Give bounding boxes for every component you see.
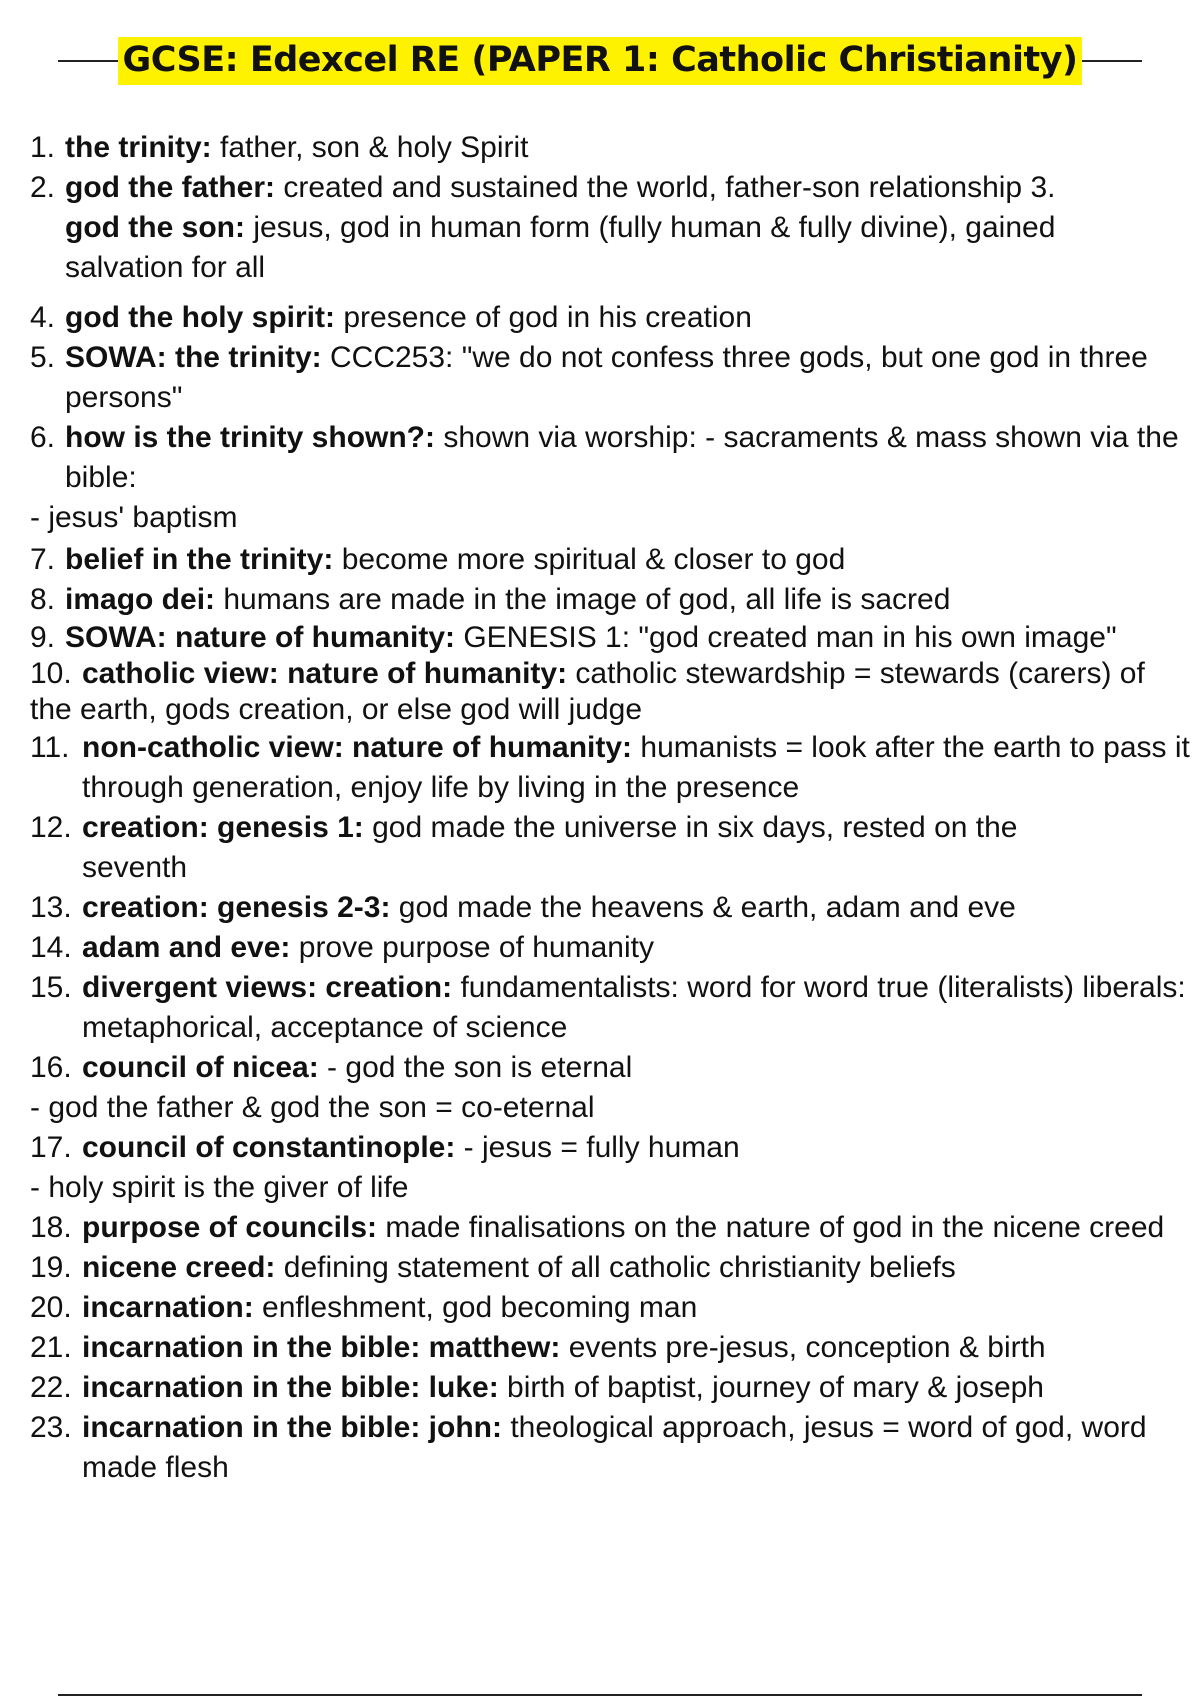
list-item: [30, 1048, 1180, 1088]
bottom-rule: [58, 1694, 1142, 1696]
list-item: [30, 620, 1180, 656]
item-number: 12.: [30, 811, 72, 844]
title-right-rule: [1082, 60, 1142, 62]
item-text: - god the son is eternal: [318, 1051, 633, 1084]
item-text: god made the heavens & earth, adam and eve: [390, 891, 1016, 924]
list-item: [30, 298, 1180, 338]
list-item: [30, 418, 1190, 498]
list-item: [30, 168, 1180, 208]
list-item: [30, 728, 1192, 808]
item-number: 15.: [30, 971, 72, 1004]
item-term: god the holy spirit:: [65, 301, 335, 334]
item-term: god the father:: [65, 171, 275, 204]
item-number: 10.: [30, 657, 72, 690]
list-item: [30, 128, 1180, 168]
item-term: how is the trinity shown?:: [65, 421, 435, 454]
item-text: - holy spirit is the giver of life: [30, 1171, 409, 1204]
item-term: incarnation:: [82, 1291, 254, 1324]
item-number: 14.: [30, 931, 72, 964]
item-number: 17.: [30, 1131, 72, 1164]
item-text: prove purpose of humanity: [290, 931, 654, 964]
item-text: - jesus = fully human: [455, 1131, 740, 1164]
item-number: 1.: [30, 131, 56, 164]
list-item: [30, 1408, 1200, 1488]
item-term: incarnation in the bible: matthew:: [82, 1331, 561, 1364]
item-term: incarnation in the bible: luke:: [82, 1371, 499, 1404]
item-term: catholic view: nature of humanity:: [82, 657, 568, 690]
list-item: [30, 1288, 1180, 1328]
item-text: jesus, god in human form (fully human & fully divine), gained salvation for all: [65, 211, 1056, 284]
item-number: 4.: [30, 301, 56, 334]
item-term: divergent views: creation:: [82, 971, 453, 1004]
item-number: 20.: [30, 1291, 72, 1324]
list-item: [30, 1368, 1180, 1408]
item-term: SOWA: the trinity:: [65, 341, 322, 374]
item-text: made finalisations on the nature of god in the nicene creed: [377, 1211, 1165, 1244]
list-item: [30, 1088, 1180, 1128]
item-number: 21.: [30, 1331, 72, 1364]
item-text: catholic stewardship = stewards (carers) of the earth, gods creation, or else god will judge: [30, 657, 1145, 726]
item-term: imago dei:: [65, 583, 216, 616]
item-text: defining statement of all catholic christianity beliefs: [275, 1251, 956, 1284]
item-text: - god the father & god the son = co-eternal: [30, 1091, 595, 1124]
list-item: [30, 1208, 1200, 1248]
item-text: father, son & holy Spirit: [211, 131, 529, 164]
list-item: [30, 1248, 1180, 1288]
list-item: [30, 580, 1180, 620]
list-item: [30, 1328, 1180, 1368]
list-item: [30, 540, 1180, 580]
item-number: 19.: [30, 1251, 72, 1284]
item-text: god made the universe in six days, rested on the seventh: [82, 811, 1018, 884]
item-number: 2.: [30, 171, 56, 204]
item-number: 6.: [30, 421, 56, 454]
item-text: events pre-jesus, conception & birth: [560, 1331, 1046, 1364]
list-item: [30, 498, 1180, 538]
item-number: 5.: [30, 341, 56, 374]
list-item: [30, 928, 1180, 968]
item-text: fundamentalists: word for word true (literalists) liberals: metaphorical, acceptance of science: [82, 971, 1186, 1044]
title-row: [58, 32, 1142, 90]
item-term: belief in the trinity:: [65, 543, 334, 576]
item-text: presence of god in his creation: [335, 301, 752, 334]
item-number: 7.: [30, 543, 56, 576]
item-text: - jesus' baptism: [30, 501, 238, 534]
item-text: enfleshment, god becoming man: [253, 1291, 698, 1324]
item-text: CCC253: "we do not confess three gods, but one god in three persons": [65, 341, 1148, 414]
item-term: non-catholic view: nature of humanity:: [82, 731, 633, 764]
item-term: creation: genesis 2-3:: [82, 891, 391, 924]
item-text: theological approach, jesus = word of god, word made flesh: [82, 1411, 1147, 1484]
item-term: adam and eve:: [82, 931, 291, 964]
item-number: 22.: [30, 1371, 72, 1404]
item-text: birth of baptist, journey of mary & joseph: [498, 1371, 1044, 1404]
item-text: become more spiritual & closer to god: [333, 543, 846, 576]
item-number: 9.: [30, 621, 56, 654]
item-text: created and sustained the world, father-son relationship 3.: [275, 171, 1056, 204]
list-item: [30, 808, 1122, 888]
item-number: 23.: [30, 1411, 72, 1444]
item-term: incarnation in the bible: john:: [82, 1411, 502, 1444]
item-number: 16.: [30, 1051, 72, 1084]
list-item: [30, 208, 1155, 288]
item-number: 13.: [30, 891, 72, 924]
item-term: council of nicea:: [82, 1051, 319, 1084]
item-term: creation: genesis 1:: [82, 811, 364, 844]
item-text: humanists = look after the earth to pass it through generation, enjoy life by living in the presence: [82, 731, 1190, 804]
list-item: [30, 1128, 1180, 1168]
item-term: god the son:: [65, 211, 245, 244]
item-term: purpose of councils:: [82, 1211, 378, 1244]
item-term: SOWA: nature of humanity:: [65, 621, 455, 654]
list-item: [30, 968, 1192, 1048]
item-number: 18.: [30, 1211, 72, 1244]
item-number: 8.: [30, 583, 56, 616]
item-number: 11.: [30, 731, 70, 764]
item-text: GENESIS 1: "god created man in his own image": [455, 621, 1117, 654]
list-item: [30, 888, 1180, 928]
notes-list: [30, 128, 1190, 1488]
list-item: [30, 338, 1155, 418]
list-item: [30, 656, 1180, 728]
list-item: [30, 1168, 1180, 1208]
item-text: shown via worship: - sacraments & mass shown via the bible:: [65, 421, 1179, 494]
item-text: humans are made in the image of god, all life is sacred: [215, 583, 951, 616]
item-term: nicene creed:: [82, 1251, 276, 1284]
page-title: GCSE: Edexcel RE (PAPER 1: Catholic Christianity): [118, 37, 1081, 85]
item-term: council of constantinople:: [82, 1131, 456, 1164]
title-left-rule: [58, 60, 118, 62]
item-term: the trinity:: [65, 131, 212, 164]
